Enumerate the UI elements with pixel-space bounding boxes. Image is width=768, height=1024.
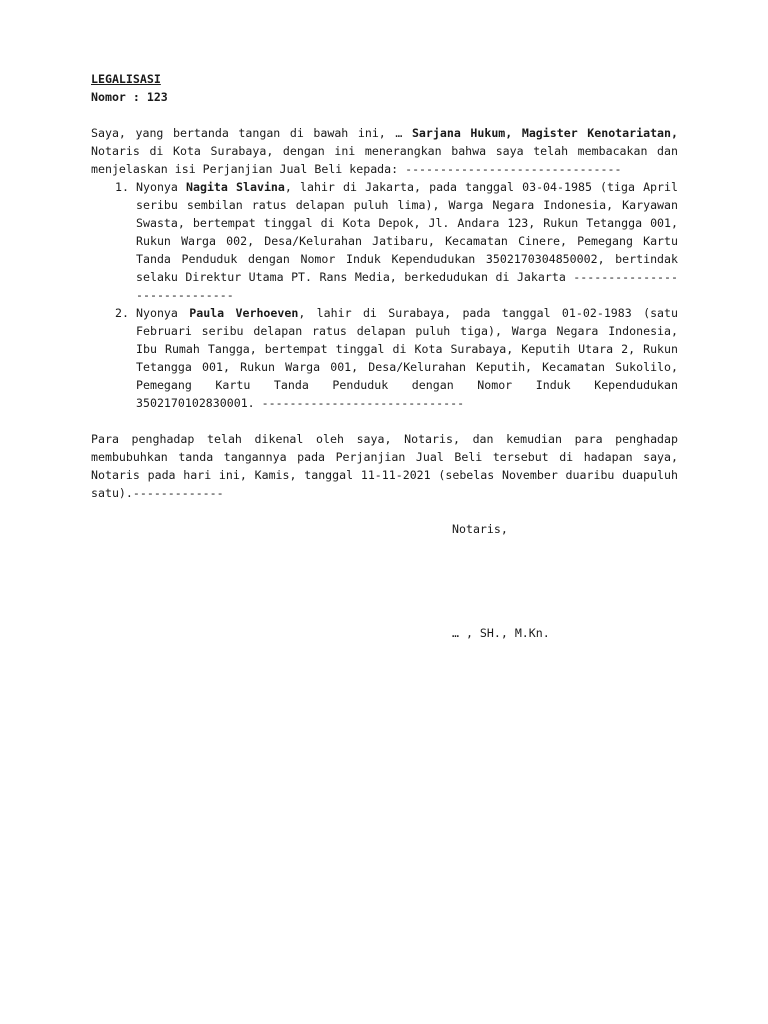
notary-title: Sarjana Hukum, Magister Kenotariatan, bbox=[411, 126, 678, 140]
parties-list bbox=[91, 178, 678, 412]
party-name: Paula Verhoeven bbox=[189, 306, 299, 320]
intro-paragraph bbox=[91, 124, 678, 178]
document-title: LEGALISASI bbox=[91, 72, 161, 86]
document-page bbox=[91, 70, 678, 642]
party-details: , lahir di Surabaya, pada tanggal 01-02-1983 (satu Februari seribu delapan ratus delapan puluh tiga), Warga Negara Indonesia, Ibu Rumah Tangga, bertempat tinggal di Kota Surabaya, Keputih Utara 2, Rukun Tetangga 001, Rukun Warga 001, Desa/Kelurahan Keputih, Kecamatan Sukolilo, Pemegang Kartu Tanda Penduduk dengan Nomor Induk Kependudukan 3502170102830001. ----------------------------- bbox=[136, 306, 678, 410]
party-prefix: Nyonya bbox=[136, 180, 187, 194]
signature-name: … , SH., M.Kn. bbox=[452, 626, 550, 640]
party-item bbox=[136, 178, 678, 304]
intro-text-end: Notaris di Kota Surabaya, dengan ini menerangkan bahwa saya telah membacakan dan menjelaskan isi Perjanjian Jual Beli kepada: ------------------------------- bbox=[91, 144, 678, 176]
closing-paragraph: Para penghadap telah dikenal oleh saya, Notaris, dan kemudian para penghadap membubuhkan tanda tangannya pada Perjanjian Jual Beli tersebut di hadapan saya, Notaris pada hari ini, Kamis, tanggal 11-11-2021 (sebelas November duaribu duapuluh satu).------------- bbox=[91, 432, 678, 500]
document-number: Nomor : 123 bbox=[91, 90, 168, 104]
party-name: Nagita Slavina bbox=[186, 180, 285, 194]
party-item bbox=[136, 304, 678, 412]
signature-label: Notaris, bbox=[452, 522, 508, 536]
party-prefix: Nyonya bbox=[136, 306, 190, 320]
intro-text-start: Saya, yang bertanda tangan di bawah ini, … bbox=[91, 126, 412, 140]
party-details: , lahir di Jakarta, pada tanggal 03-04-1985 (tiga April seribu sembilan ratus delapan puluh lima), Warga Negara Indonesia, Karyawan Swasta, bertempat tinggal di Kota Depok, Jl. Andara 123, Rukun Tetangga 001, Rukun Warga 002, Desa/Kelurahan Jatibaru, Kecamatan Cinere, Pemegang Kartu Tanda Penduduk dengan Nomor Induk Kependudukan 3502170304850002, bertindak selaku Direktur Utama PT. Rans Media, berkedudukan di Jakarta ----------------------------- bbox=[136, 180, 678, 302]
